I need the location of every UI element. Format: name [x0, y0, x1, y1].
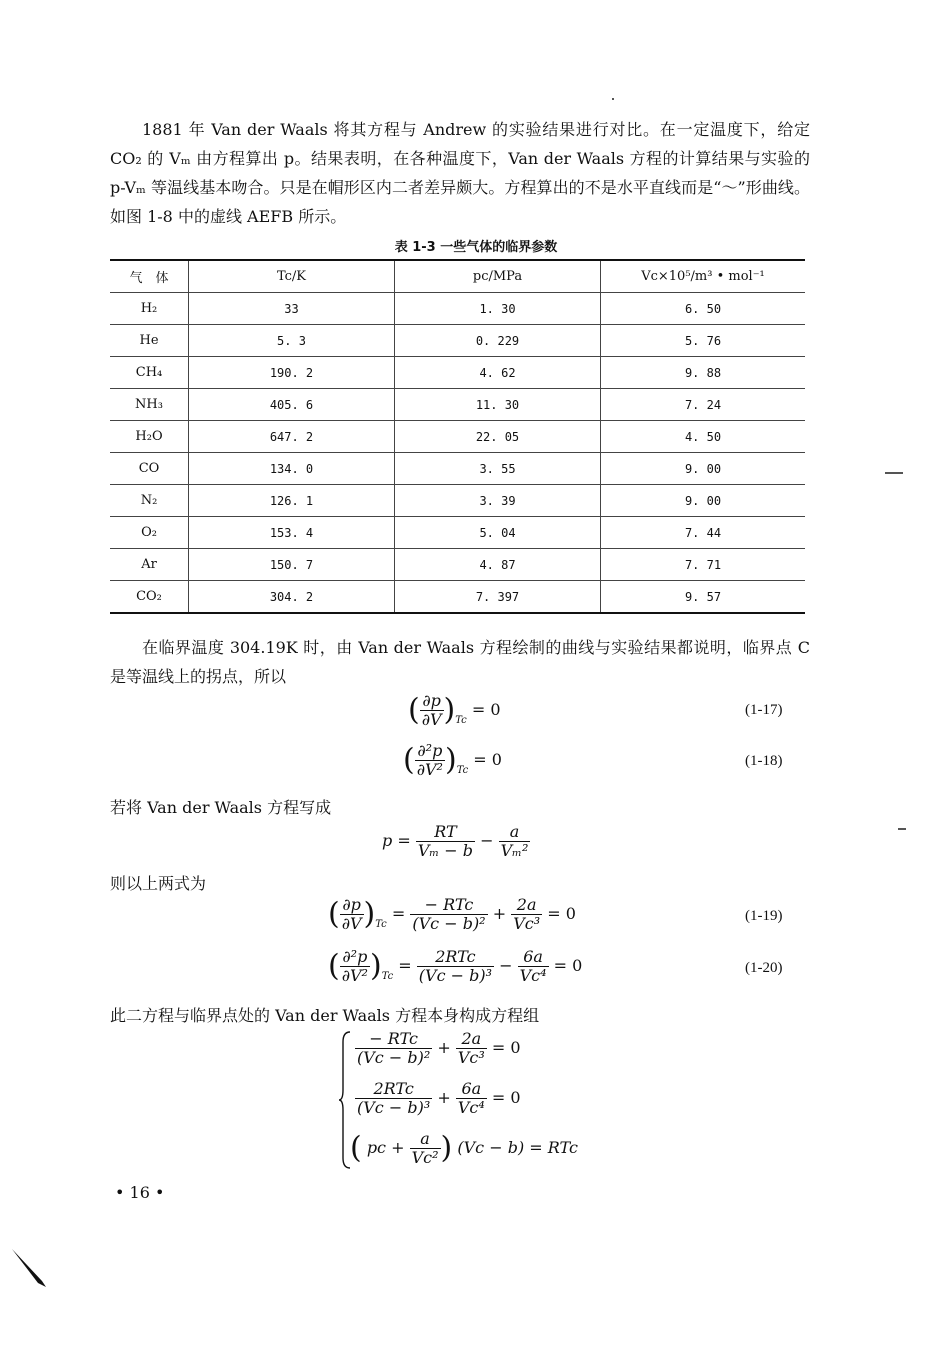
tc-cell: 5. 3 [189, 325, 395, 357]
eq19-equals: = [391, 904, 406, 923]
eq19-label: (1-19) [745, 908, 783, 924]
scan-dash [898, 828, 906, 830]
eq19-f1-den: (Vc − b)² [412, 914, 486, 933]
vdw-f1-num: RT [416, 823, 475, 842]
system-row-1 [355, 1030, 521, 1067]
equation-1-18: ( $\frac{\text{∂²p}}{\text{∂V²}}$ )$_{Tc} = 0$ [403, 741, 502, 779]
sys2-f2-num: 6a [456, 1080, 487, 1099]
table-row [110, 485, 805, 517]
table-row [110, 325, 805, 357]
scan-dash [885, 472, 903, 474]
equation-1-19: ( $\frac{\partial p}{\partial V}$ )$_{Tc}$ = $\frac{\text{− RTc}}{\text{(Vc − b)²}}$ + $\frac{2a}{\text{Vc³}}$ = 0 [328, 895, 576, 933]
eq19-numerator: ∂p [340, 896, 364, 915]
sys3-pre: pc + [366, 1138, 405, 1157]
eq18-subscript: Tc [456, 765, 469, 776]
intro-paragraph: 1881 年 Van der Waals 将其方程与 Andrew 的实验结果进行对比。在一定温度下，给定 CO₂ 的 Vₘ 由方程算出 p。结果表明，在各种温度下，Van der Waals 方程的计算结果与实验的 p-Vₘ 等温线基本吻合。只是在帽形区内二者差异颇大。方程算出的不是水平直线而是“～”形曲线。如图 1-8 中的虚线 AEFB 所示。 [110, 120, 810, 226]
tc-cell: 126. 1 [189, 485, 395, 517]
table-row [110, 357, 805, 389]
rewrite-sentence: 若将 Van der Waals 方程写成 [110, 798, 332, 817]
equation-1-17: ( $\frac{\partial p}{\partial V}$ )$_{Tc} = 0$ [408, 691, 501, 729]
system-row-2 [355, 1080, 521, 1117]
sys3-f-den: Vc² [411, 1148, 439, 1167]
table-row [110, 549, 805, 581]
pc-cell: 3. 39 [395, 485, 601, 517]
eq20-numerator: ∂²p [340, 948, 370, 967]
sys1-f2-num: 2a [456, 1030, 487, 1049]
table-header-row [110, 260, 805, 293]
sys1-f2-den: Vc³ [457, 1048, 485, 1067]
tc-cell: 304. 2 [189, 581, 395, 614]
vdw-f1-den: Vₘ − b [417, 841, 474, 860]
tc-cell: 33 [189, 293, 395, 325]
table-caption: 表 1-3 一些气体的临界参数 [394, 240, 558, 255]
sys2-op: + [437, 1088, 451, 1107]
vc-cell: 7. 71 [601, 549, 806, 581]
vdw-f2-den: Vₘ² [500, 841, 529, 860]
gas-cell: H₂ [110, 293, 189, 325]
pc-cell: 0. 229 [395, 325, 601, 357]
vc-cell: 5. 76 [601, 325, 806, 357]
eq19-f1-num: − RTc [410, 896, 487, 915]
table-row [110, 453, 805, 485]
vc-cell: 9. 00 [601, 453, 806, 485]
eq20-denominator: ∂V² [341, 966, 368, 985]
vc-cell: 6. 50 [601, 293, 806, 325]
page-number: • 16 • [115, 1183, 165, 1202]
header-pc: pc/MPa [395, 260, 601, 293]
eq20-f2-num: 6a [518, 948, 549, 967]
eq18-rhs: = 0 [473, 750, 502, 769]
sys3-f-num: a [410, 1130, 441, 1149]
scan-dot [612, 98, 614, 100]
sys2-f1-num: 2RTc [355, 1080, 432, 1099]
tc-cell: 647. 2 [189, 421, 395, 453]
header-tc: Tc/K [189, 260, 395, 293]
pc-cell: 22. 05 [395, 421, 601, 453]
inflection-paragraph: 在临界温度 304.19K 时，由 Van der Waals 方程绘制的曲线与实验结果都说明，临界点 C 是等温线上的拐点，所以 [110, 638, 810, 686]
sys1-rhs: = 0 [491, 1038, 521, 1057]
pc-cell: 7. 397 [395, 581, 601, 614]
gas-cell: H₂O [110, 421, 189, 453]
vc-cell: 7. 44 [601, 517, 806, 549]
sys1-f1-num: − RTc [355, 1030, 432, 1049]
table-row [110, 293, 805, 325]
pc-cell: 3. 55 [395, 453, 601, 485]
eq17-numerator: ∂p [420, 692, 444, 711]
eq20-equals: = [398, 956, 412, 975]
gas-cell: CO₂ [110, 581, 189, 614]
eq17-denominator: ∂V [421, 710, 442, 729]
system-sentence: 此二方程与临界点处的 Van der Waals 方程本身构成方程组 [110, 1006, 540, 1025]
tc-cell: 153. 4 [189, 517, 395, 549]
pc-cell: 11. 30 [395, 389, 601, 421]
pc-cell: 1. 30 [395, 293, 601, 325]
eq18-label: (1-18) [745, 753, 783, 769]
gas-cell: O₂ [110, 517, 189, 549]
tc-cell: 150. 7 [189, 549, 395, 581]
sys2-f1-den: (Vc − b)³ [357, 1098, 431, 1117]
eq20-rhs: = 0 [553, 956, 583, 975]
sys1-op: + [437, 1038, 451, 1057]
eq17-rhs: = 0 [471, 700, 501, 719]
table-row [110, 421, 805, 453]
vdw-f2-num: a [499, 823, 531, 842]
tc-cell: 190. 2 [189, 357, 395, 389]
tc-cell: 134. 0 [189, 453, 395, 485]
eq19-op: + [492, 904, 507, 923]
table-row [110, 581, 805, 614]
eq18-numerator: ∂²p [415, 742, 445, 761]
vdw-equation [382, 823, 530, 860]
vc-cell: 9. 88 [601, 357, 806, 389]
pc-cell: 5. 04 [395, 517, 601, 549]
sys2-f2-den: Vc⁴ [457, 1098, 485, 1117]
critical-parameters-table [110, 259, 805, 614]
header-gas: 气 体 [110, 260, 189, 293]
scan-corner-mark [8, 1245, 50, 1290]
eq18-denominator: ∂V² [416, 760, 443, 779]
vdw-lhs: p = [382, 831, 411, 850]
eq20-subscript: Tc [381, 971, 394, 982]
vc-cell: 9. 57 [601, 581, 806, 614]
gas-cell: CO [110, 453, 189, 485]
gas-cell: Ar [110, 549, 189, 581]
eq19-f2-den: Vc³ [513, 914, 541, 933]
eq20-f1-den: (Vc − b)³ [418, 966, 493, 985]
sys2-rhs: = 0 [491, 1088, 521, 1107]
table-row [110, 517, 805, 549]
vc-cell: 4. 50 [601, 421, 806, 453]
equation-1-20: ( $\frac{\text{∂²p}}{\text{∂V²}}$ )$_{Tc}$ = $\frac{\text{2RTc}}{\text{(Vc − b)³}}$ − $\frac{6a}{\text{Vc⁴}}$ = 0 [328, 947, 583, 985]
tc-cell: 405. 6 [189, 389, 395, 421]
vc-cell: 7. 24 [601, 389, 806, 421]
eq20-f1-num: 2RTc [417, 948, 494, 967]
eq19-rhs: = 0 [547, 904, 576, 923]
header-vc: Vc×10⁵/m³ • mol⁻¹ [601, 260, 806, 293]
eq19-subscript: Tc [375, 919, 387, 930]
eq17-subscript: Tc [455, 715, 467, 726]
eq19-f2-num: 2a [511, 896, 542, 915]
eq20-label: (1-20) [745, 960, 783, 976]
gas-cell: CH₄ [110, 357, 189, 389]
table-row [110, 389, 805, 421]
gas-cell: He [110, 325, 189, 357]
gas-cell: NH₃ [110, 389, 189, 421]
system-row-3: ( pc + $\frac{a}{\text{Vc²}}$ ) (Vc − b) = RTc [350, 1129, 578, 1167]
eq19-denominator: ∂V [341, 914, 362, 933]
eq20-op: − [499, 956, 513, 975]
pc-cell: 4. 62 [395, 357, 601, 389]
vdw-op: − [480, 831, 494, 850]
eq17-label: (1-17) [745, 702, 783, 718]
gas-cell: N₂ [110, 485, 189, 517]
vc-cell: 9. 00 [601, 485, 806, 517]
then-sentence: 则以上两式为 [110, 874, 207, 893]
sys1-f1-den: (Vc − b)² [357, 1048, 431, 1067]
sys3-post: (Vc − b) = RTc [457, 1138, 578, 1157]
pc-cell: 4. 87 [395, 549, 601, 581]
eq20-f2-den: Vc⁴ [519, 966, 547, 985]
